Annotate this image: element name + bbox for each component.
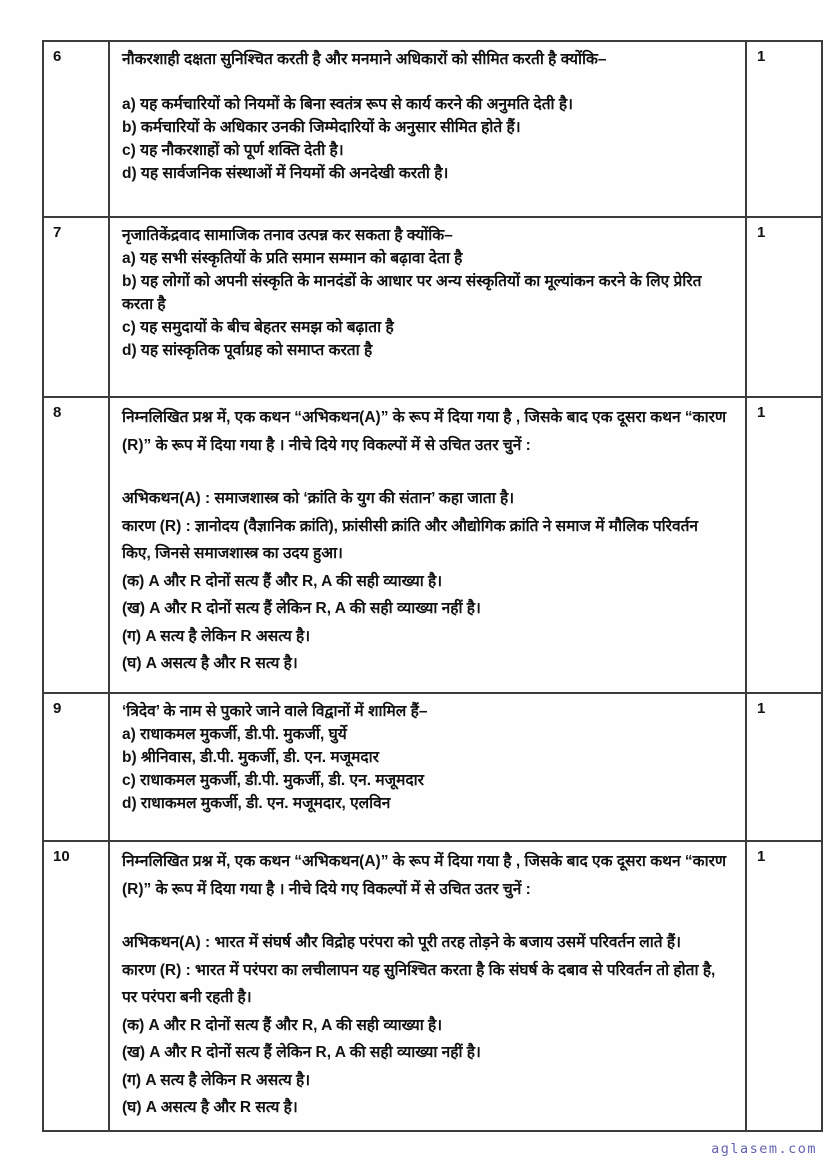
question-table bbox=[42, 40, 823, 1132]
question-number: 8 bbox=[44, 398, 110, 692]
watermark: aglasem.com bbox=[711, 1141, 817, 1157]
question-row-7 bbox=[44, 218, 821, 398]
question-text-cell bbox=[110, 398, 747, 692]
question-stem: निम्नलिखित प्रश्न में, एक कथन “अभिकथन(A)” के रूप में दिया गया है , जिसके बाद एक दूसरा कथन “कारण (R)” के रूप में दिया गया है । नीचे दिये गए विकल्पों में से उचित उतर चुनें : bbox=[122, 853, 727, 898]
option-b: b) कर्मचारियों के अधिकार उनकी जिम्मेदारियों के अनुसार सीमित होते हैं। bbox=[122, 119, 521, 136]
question-number: 6 bbox=[44, 42, 110, 216]
question-text-cell bbox=[110, 694, 747, 840]
option-gha: (घ) A असत्य है और R सत्य है। bbox=[122, 655, 298, 672]
reason-statement: कारण (R) : ज्ञानोदय (वैज्ञानिक क्रांति), फ्रांसीसी क्रांति और औद्योगिक क्रांति ने समाज में मौलिक परिवर्तन किए, जिनसे समाजशास्त्र का उदय हुआ। bbox=[122, 517, 699, 562]
option-ga: (ग) A सत्य है लेकिन R असत्य है। bbox=[122, 627, 311, 645]
question-stem: नौकरशाही दक्षता सुनिश्चित करती है और मनमाने अधिकारों को सीमित करती है क्योंकि– bbox=[122, 51, 607, 68]
option-b: b) यह लोगों को अपनी संस्कृति के मानदंडों के आधार पर अन्य संस्कृतियों का मूल्यांकन करने के लिए प्रेरित करता है bbox=[122, 273, 702, 313]
assertion-statement: अभिकथन(A) : समाजशास्त्र को ‘क्रांति के युग की संतान’ कहा जाता है। bbox=[122, 490, 515, 507]
question-number: 7 bbox=[44, 218, 110, 396]
question-stem: निम्नलिखित प्रश्न में, एक कथन “अभिकथन(A)” के रूप में दिया गया है , जिसके बाद एक दूसरा कथन “कारण (R)” के रूप में दिया गया है । नीचे दिये गए विकल्पों में से उचित उतर चुनें : bbox=[122, 409, 727, 454]
option-kha: (ख) A और R दोनों सत्य हैं लेकिन R, A की सही व्याख्या नहीं है। bbox=[122, 1044, 481, 1061]
question-row-6 bbox=[44, 42, 821, 218]
option-d: d) यह सार्वजनिक संस्थाओं में नियमों की अनदेखी करती है। bbox=[122, 165, 449, 182]
option-d: d) यह सांस्कृतिक पूर्वाग्रह को समाप्त करता है bbox=[122, 342, 373, 359]
option-ka: (क) A और R दोनों सत्य हैं और R, A की सही व्याख्या है। bbox=[122, 572, 443, 590]
marks-cell: 1 bbox=[757, 48, 766, 65]
question-text-cell bbox=[110, 42, 747, 216]
option-c: c) यह नौकरशाहों को पूर्ण शक्ति देती है। bbox=[122, 142, 344, 159]
question-text-cell bbox=[110, 218, 747, 396]
marks-cell: 1 bbox=[757, 224, 766, 241]
option-c: c) यह समुदायों के बीच बेहतर समझ को बढ़ाता है bbox=[122, 319, 394, 336]
option-a: a) राधाकमल मुकर्जी, डी.पी. मुकर्जी, घुर्ये bbox=[122, 726, 347, 743]
question-stem: नृजातिकेंद्रवाद सामाजिक तनाव उत्पन्न कर सकता है क्योंकि– bbox=[122, 227, 453, 244]
assertion-statement: अभिकथन(A) : भारत में संघर्ष और विद्रोह परंपरा को पूरी तरह तोड़ने के बजाय उसमें परिवर्तन लाते हैं। bbox=[122, 934, 682, 951]
option-b: b) श्रीनिवास, डी.पी. मुकर्जी, डी. एन. मजूमदार bbox=[122, 749, 379, 766]
option-ga: (ग) A सत्य है लेकिन R असत्य है। bbox=[122, 1071, 311, 1089]
question-row-8 bbox=[44, 398, 821, 694]
marks-cell: 1 bbox=[757, 848, 766, 865]
reason-statement: कारण (R) : भारत में परंपरा का लचीलापन यह सुनिश्चित करता है कि संघर्ष के दबाव से परिवर्तन तो होता है, पर परंपरा बनी रहती है। bbox=[122, 961, 716, 1006]
question-number: 10 bbox=[44, 842, 110, 1130]
question-text-cell bbox=[110, 842, 747, 1130]
option-a: a) यह कर्मचारियों को नियमों के बिना स्वतंत्र रूप से कार्य करने की अनुमति देती है। bbox=[122, 96, 573, 113]
option-a: a) यह सभी संस्कृतियों के प्रति समान सम्मान को बढ़ावा देता है bbox=[122, 250, 463, 267]
option-d: d) राधाकमल मुकर्जी, डी. एन. मजूमदार, एलविन bbox=[122, 795, 391, 812]
question-row-9 bbox=[44, 694, 821, 842]
marks-cell: 1 bbox=[757, 700, 766, 717]
option-gha: (घ) A असत्य है और R सत्य है। bbox=[122, 1099, 298, 1116]
question-row-10 bbox=[44, 842, 821, 1130]
marks-cell: 1 bbox=[757, 404, 766, 421]
option-c: c) राधाकमल मुकर्जी, डी.पी. मुकर्जी, डी. एन. मजूमदार bbox=[122, 772, 424, 789]
question-number: 9 bbox=[44, 694, 110, 840]
option-ka: (क) A और R दोनों सत्य हैं और R, A की सही व्याख्या है। bbox=[122, 1016, 443, 1034]
question-stem: ‘त्रिदेव’ के नाम से पुकारे जाने वाले विद्वानों में शामिल हैं– bbox=[122, 703, 428, 720]
option-kha: (ख) A और R दोनों सत्य हैं लेकिन R, A की सही व्याख्या नहीं है। bbox=[122, 600, 481, 617]
